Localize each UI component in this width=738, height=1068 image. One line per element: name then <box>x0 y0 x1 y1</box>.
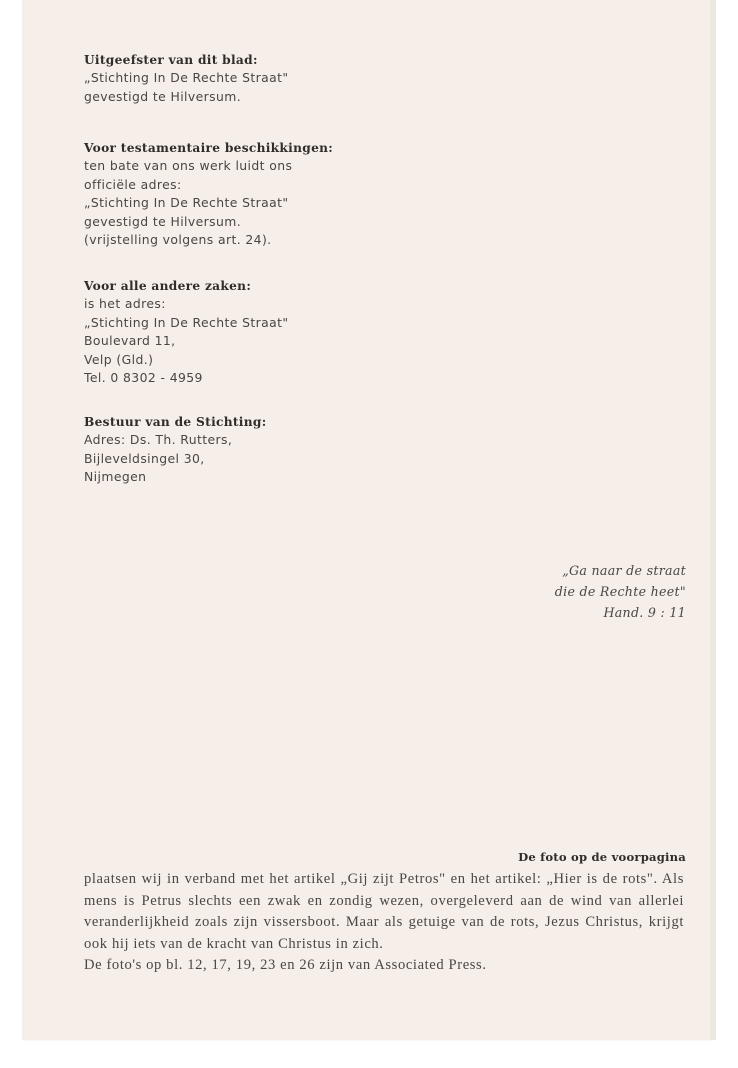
bible-quote <box>555 560 686 623</box>
testament-line: (vrijstelling volgens art. 24). <box>84 232 272 248</box>
other-matters-line: is het adres: <box>84 296 166 312</box>
other-matters-line: Boulevard 11, <box>84 333 176 349</box>
testament-heading: Voor testamentaire beschikkingen: <box>84 141 334 155</box>
board-block <box>84 413 267 487</box>
photo-credit: De foto's op bl. 12, 17, 19, 23 en 26 zijn van Associated Press. <box>84 957 487 973</box>
photo-note-body <box>84 869 684 977</box>
board-line: Nijmegen <box>84 469 147 485</box>
testament-line: ten bate van ons werk luidt ons <box>84 158 293 174</box>
testament-block <box>84 139 333 249</box>
publisher-heading: Uitgeefster van dit blad: <box>84 53 258 67</box>
photo-note-heading: De foto op de voorpagina <box>518 850 686 864</box>
testament-line: gevestigd te Hilversum. <box>84 213 242 229</box>
quote-line: die de Rechte heet" <box>554 584 686 599</box>
testament-line: officiële adres: <box>84 176 182 192</box>
board-line: Adres: Ds. Th. Rutters, <box>84 432 233 448</box>
other-matters-heading: Voor alle andere zaken: <box>84 279 252 293</box>
quote-line: „Ga naar de straat <box>562 563 686 578</box>
other-matters-block <box>84 277 288 387</box>
photo-note-paragraph: plaatsen wij in verband met het artikel „Gij zijt Petros" en het artikel: „Hier is de rots". Als mens is Petrus slechts een zwak en zondig wezen, overgeleverd aan de wind van allerlei veranderlijkheid zoals zijn vissersboot. Maar als getuige van de rots, Jezus Christus, krijgt ook hij iets van de kracht van Christus in zich. <box>84 871 684 952</box>
publisher-line: gevestigd te Hilversum. <box>84 88 242 104</box>
publisher-block <box>84 51 288 106</box>
page-edge <box>710 0 716 1040</box>
testament-line: „Stichting In De Rechte Straat" <box>84 195 289 211</box>
other-matters-line: Tel. 0 8302 - 4959 <box>84 370 203 386</box>
board-line: Bijleveldsingel 30, <box>84 450 205 466</box>
quote-reference: Hand. 9 : 11 <box>603 605 686 620</box>
other-matters-line: Velp (Gld.) <box>84 351 154 367</box>
publisher-line: „Stichting In De Rechte Straat" <box>84 70 289 86</box>
board-heading: Bestuur van de Stichting: <box>84 415 267 429</box>
other-matters-line: „Stichting In De Rechte Straat" <box>84 314 289 330</box>
